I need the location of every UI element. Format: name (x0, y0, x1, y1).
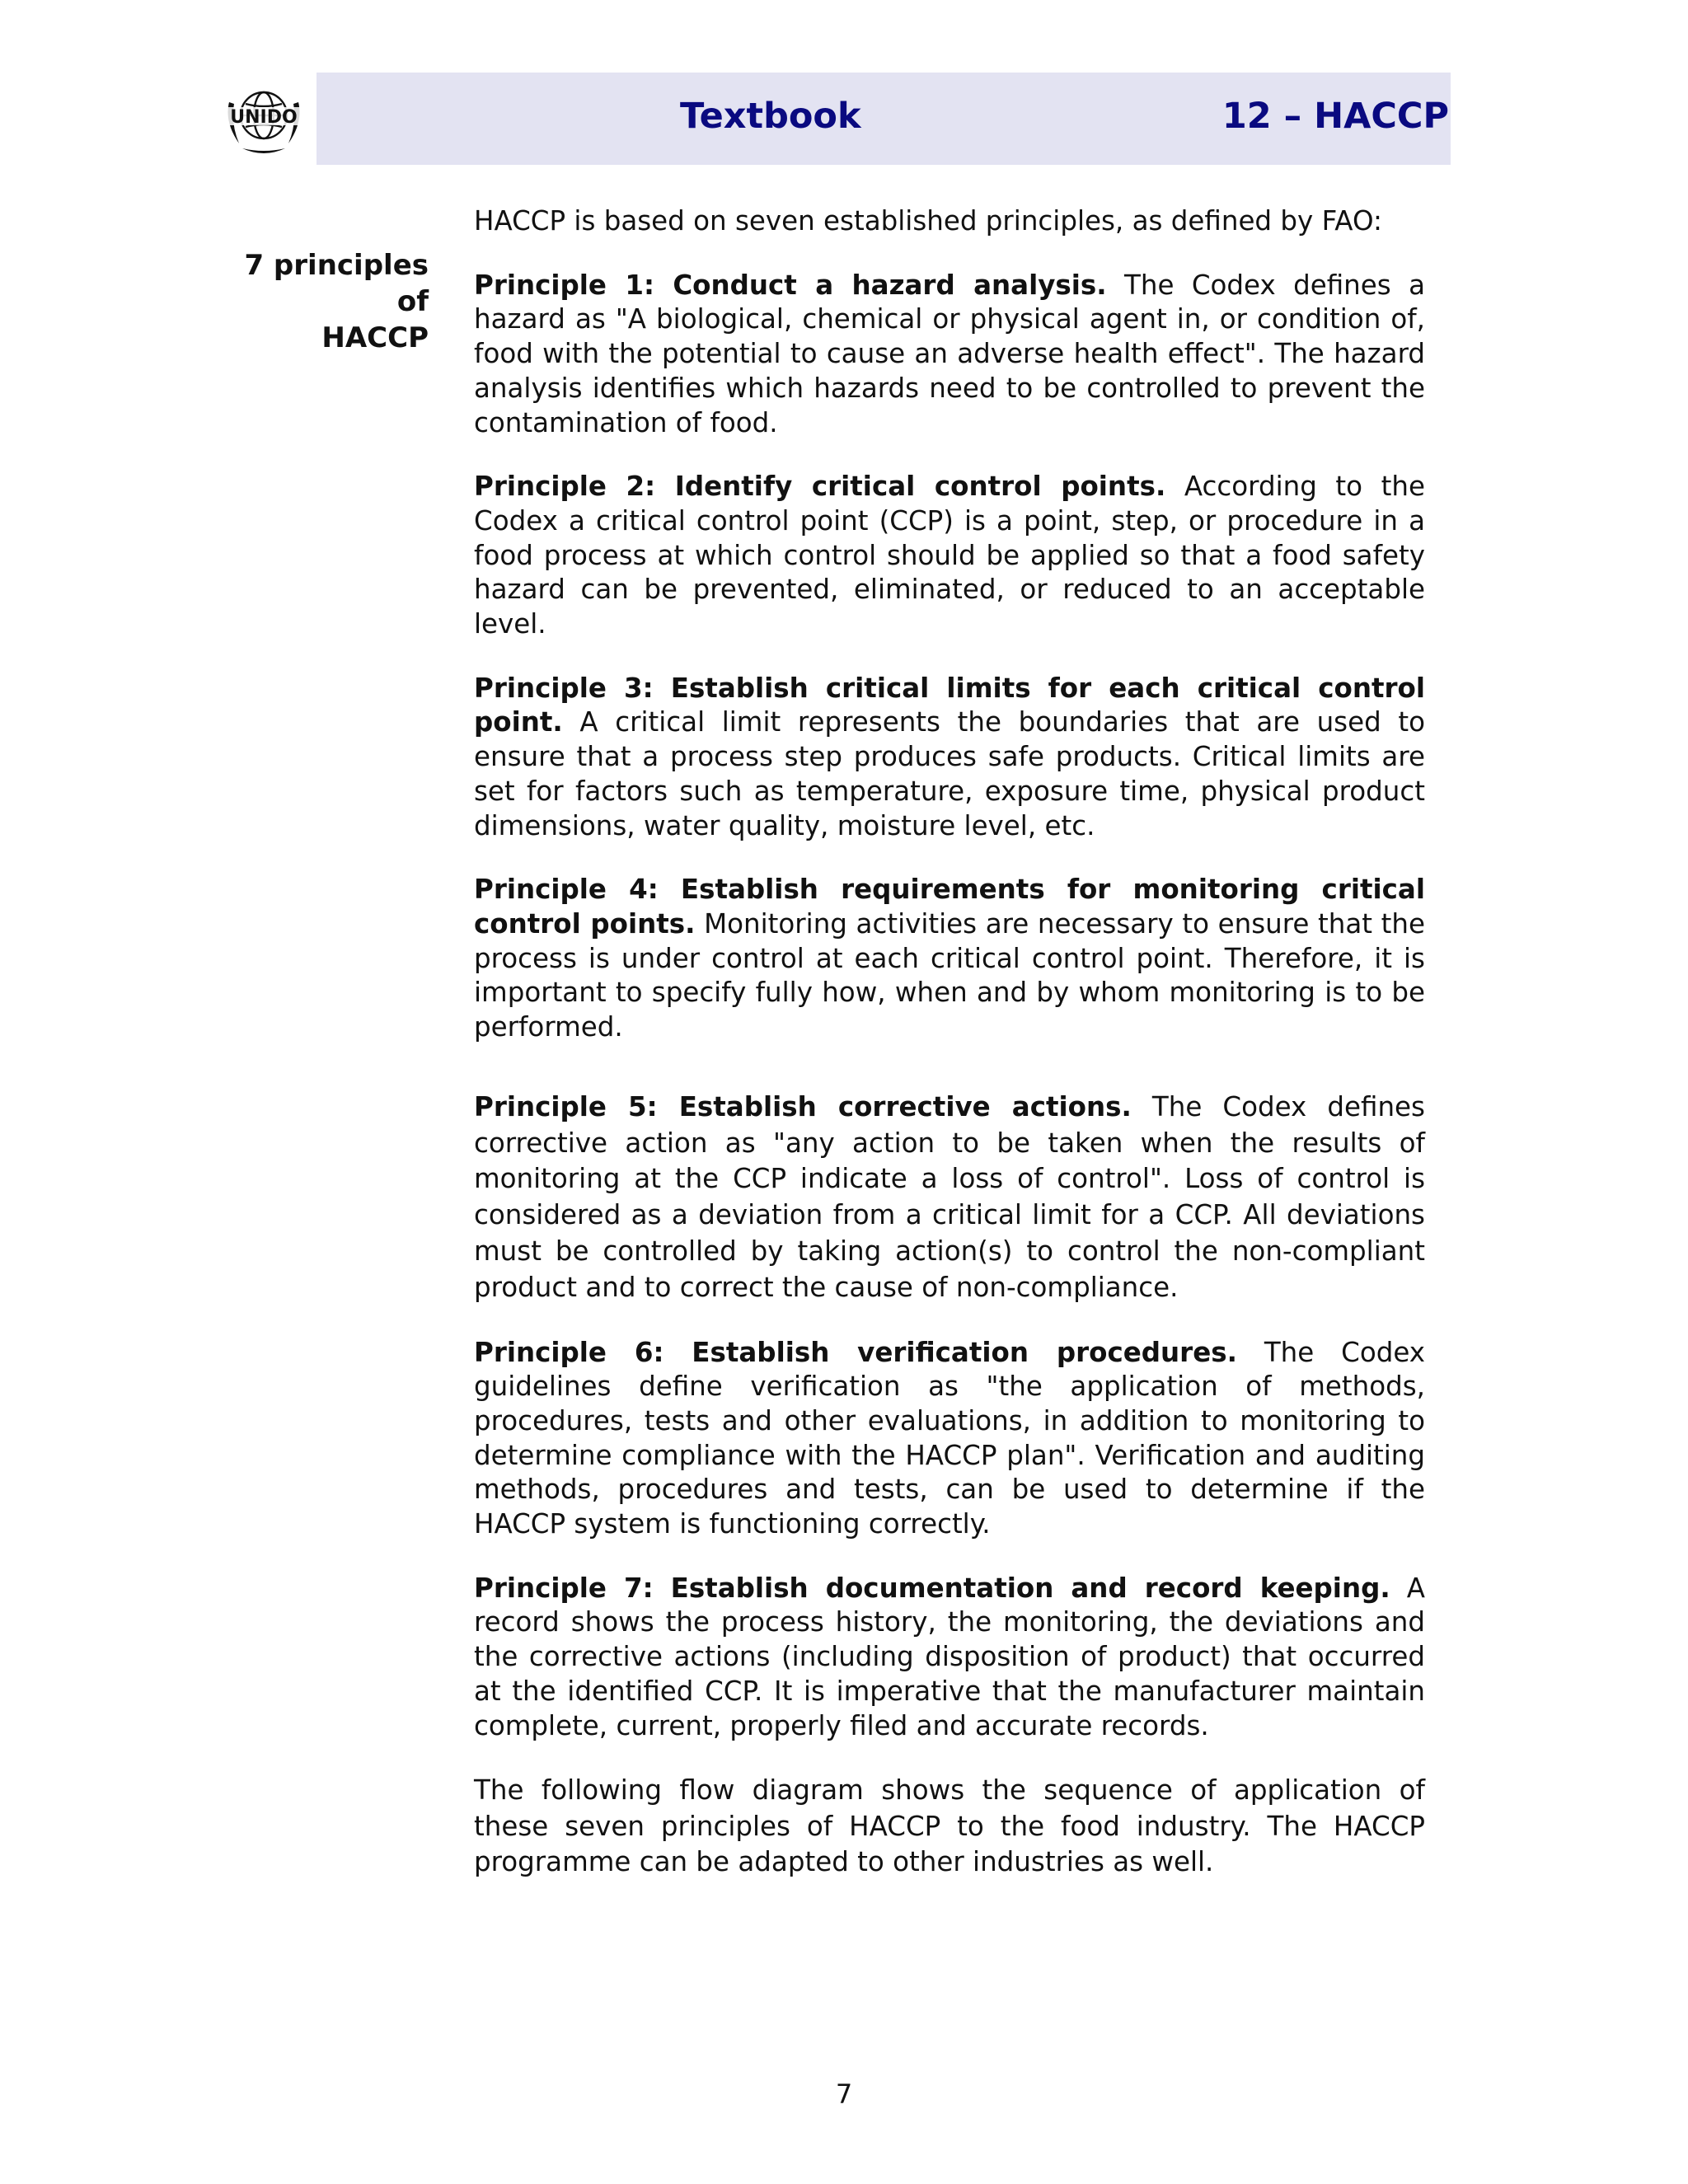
closing-paragraph: The following flow diagram shows the sequence of application of these seven principles of HACCP to the food industry. The HACCP programme can be adapted to other industries as well. (474, 1774, 1425, 1878)
principle-1 (474, 269, 1425, 441)
intro-paragraph: HACCP is based on seven established principles, as defined by FAO: (474, 205, 1382, 237)
principle-7 (474, 1572, 1425, 1744)
principle-4-text: Monitoring activities are necessary to ensure that the process is under control at each critical control point. Therefore, it is important to specify fully how, when and by whom monitoring is to be performed. (474, 907, 1425, 1043)
principle-5 (474, 1090, 1425, 1306)
principle-2 (474, 470, 1425, 642)
header-title: Textbook (680, 96, 861, 137)
principle-6-title: Principle 6: Establish verification procedures. (474, 1336, 1237, 1368)
principle-7-title: Principle 7: Establish documentation and record keeping. (474, 1572, 1390, 1604)
principle-2-text: According to the Codex a critical control point (CCP) is a point, step, or procedure in a food process at which control should be applied so that a food safety hazard can be prevented, eliminated, or reduced to an acceptable level. (474, 471, 1425, 640)
principle-5-title: Principle 5: Establish corrective actions. (474, 1090, 1132, 1122)
principle-1-title: Principle 1: Conduct a hazard analysis. (474, 269, 1107, 301)
side-heading-line2: HACCP (321, 321, 429, 354)
body-text (474, 204, 1425, 1881)
principle-3-title: Principle 3: Establish critical limits for each critical control point. (474, 672, 1425, 738)
unido-logo (221, 82, 307, 158)
side-heading-line1: 7 principles of (244, 249, 429, 318)
principle-3-text: A critical limit represents the boundaries that are used to ensure that a process step produces safe products. Critical limits are set for factors such as temperature, exposure time, physical product dimensions, water quality, moisture level, etc. (474, 706, 1425, 841)
principle-5-text: The Codex defines corrective action as "any action to be taken when the results of monitoring at the CCP indicate a loss of control". Loss of control is considered as a deviation from a critical limit for a CCP. All deviations must be controlled by taking action(s) to control the non-compliant product and to correct the cause of non-compliance. (474, 1090, 1425, 1303)
principle-6-text: The Codex guidelines define verification as "the application of methods, procedures, tests and other evaluations, in addition to monitoring to determine compliance with the HACCP plan". Verification and auditing methods, procedures and tests, can be used to determine if the HACCP system is functioning correctly. (474, 1336, 1425, 1540)
logo-text: UNIDO (230, 107, 298, 128)
principle-4-title: Principle 4: Establish requirements for monitoring critical control points. (474, 874, 1425, 940)
page-number: 7 (835, 2079, 853, 2110)
principle-3 (474, 672, 1425, 844)
principle-7-text: A record shows the process history, the monitoring, the deviations and the corrective actions (including disposition of product) that occurred at the identified CCP. It is imperative that the manufacturer maintain complete, current, properly filed and accurate records. (474, 1572, 1425, 1741)
principle-2-title: Principle 2: Identify critical control points. (474, 471, 1166, 503)
side-heading (214, 247, 429, 356)
principle-6 (474, 1336, 1425, 1542)
principle-1-text: The Codex defines a hazard as "A biological, chemical or physical agent in, or condition of, food with the potential to cause an adverse health effect". The hazard analysis identifies which hazards need to be controlled to prevent the contamination of food. (474, 269, 1426, 438)
header-chapter: 12 – HACCP (1221, 96, 1449, 137)
principle-4 (474, 873, 1425, 1045)
